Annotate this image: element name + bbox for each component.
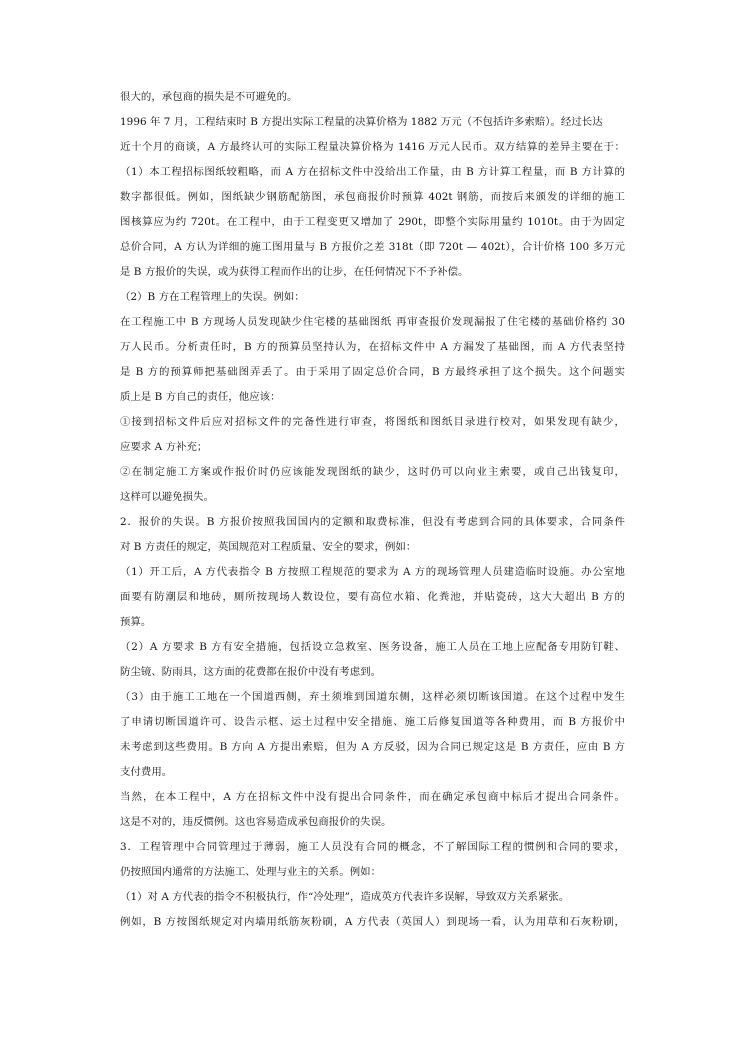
paragraph-line: 是 B 方的预算师把基础图弄丢了。由于采用了固定总价合同，B 方最终承担了这个损失。这个问题实 bbox=[120, 366, 625, 378]
paragraph-line: 这样可以避免损失。 bbox=[120, 491, 214, 503]
paragraph-line: 万人民币。分析责任时，B 方的预算员坚持认为，在招标文件中 A 方漏发了基础图，而 A 方代表坚持 bbox=[120, 341, 625, 353]
paragraph-line: （1）本工程招标图纸较粗略，而 A 方在招标文件中没给出工作量，由 B 方计算工程量，而 B 方计算的 bbox=[120, 166, 625, 178]
paragraph-line: 对 B 方责任的规定，英国规范对工程质量、安全的要求，例如： bbox=[120, 541, 417, 553]
paragraph-line: 3．工程管理中合同管理过于薄弱，施工人员没有合同的概念，不了解国际工程的惯例和合同的要求， bbox=[120, 841, 625, 853]
document-page bbox=[120, 90, 625, 930]
paragraph-line: ②在制定施工方案或作报价时仍应该能发现图纸的缺少，这时仍可以向业主索要，或自己出钱复印， bbox=[120, 466, 625, 478]
paragraph-line: 预算。 bbox=[120, 616, 152, 628]
paragraph-line: 是 B 方报价的失误，或为获得工程而作出的让步，在任何情况下不予补偿。 bbox=[120, 266, 469, 278]
paragraph-line: ①接到招标文件后应对招标文件的完备性进行审查，将图纸和图纸目录进行校对，如果发现有缺少， bbox=[120, 416, 625, 428]
paragraph-line: 这是不对的，违反惯例。这也容易造成承包商报价的失误。 bbox=[120, 816, 392, 828]
paragraph-line: 很大的，承包商的损失是不可避免的。 bbox=[120, 91, 298, 103]
paragraph-line: 近十个月的商谈，A 方最终认可的实际工程量决算价格为 1416 万元人民币。双方结算的差异主要在于： bbox=[120, 141, 625, 153]
paragraph-line: （1）开工后，A 方代表指令 B 方按照工程规范的要求为 A 方的现场管理人员建造临时设施。办公室地 bbox=[120, 566, 625, 578]
paragraph-line: （2）A 方要求 B 方有安全措施，包括设立急救室、医务设备，施工人员在工地上应配备专用防钉鞋、 bbox=[120, 641, 625, 653]
paragraph-line: 应要求 A 方补充； bbox=[120, 441, 208, 453]
paragraph-line: 1996 年 7 月，工程结束时 B 方提出实际工程量的决算价格为 1882 万元（不包括许多索赔）。经过长达 bbox=[120, 116, 603, 128]
paragraph-line: 2．报价的失误。B 方报价按照我国国内的定额和取费标准，但没有考虑到合同的具体要求，合同条件 bbox=[120, 516, 625, 528]
paragraph-line: 未考虑到这些费用。B 方向 A 方提出索赔，但为 A 方反驳，因为合同已规定这是 B 方责任，应由 B 方 bbox=[120, 741, 625, 753]
paragraph-line: 质上是 B 方自己的责任，他应该： bbox=[120, 391, 281, 403]
paragraph-line: 总价合同，A 方认为详细的施工图用量与 B 方报价之差 318t（即 720t — 402t），合计价格 100 多万元 bbox=[120, 241, 625, 253]
paragraph-line: （1）对 A 方代表的指令不积极执行，作“冷处理”，造成英方代表许多误解，导致双方关系紧张。 bbox=[120, 891, 570, 903]
paragraph-line: （2）B 方在工程管理上的失误。例如： bbox=[120, 291, 305, 303]
paragraph-line: 图核算应为约 720t。在工程中，由于工程变更又增加了 290t，即整个实际用量约 1010t。由于为固定 bbox=[120, 216, 625, 228]
paragraph-line: 在工程施工中 B 方现场人员发现缺少住宅楼的基础图纸 再审查报价发现漏报了住宅楼的基础价格约 30 bbox=[120, 316, 625, 328]
paragraph-line: 例如，B 方按图纸规定对内墙用纸筋灰粉刷，A 方代表（英国人）到现场一看，认为用草和石灰粉刷， bbox=[120, 916, 625, 928]
paragraph-line: 仍按照国内通常的方法施工、处理与业主的关系。例如： bbox=[120, 866, 382, 878]
paragraph-line: 面要有防潮层和地砖，厕所按现场人数设位，要有高位水箱、化粪池，并贴瓷砖，这大大超出 B 方的 bbox=[120, 591, 625, 603]
paragraph-line: 了申请切断国道许可、设告示框、运土过程中安全措施、施工后修复国道等各种费用，而 B 方报价中 bbox=[120, 716, 625, 728]
paragraph-line: 防尘镜、防雨具，这方面的花费都在报价中没有考虑到。 bbox=[120, 666, 382, 678]
paragraph-line: （3）由于施工工地在一个国道西侧，弃土须堆到国道东侧，这样必须切断该国道。在这个过程中发生 bbox=[120, 691, 625, 703]
paragraph-line: 当然，在本工程中，A 方在招标文件中没有提出合同条件，而在确定承包商中标后才提出合同条件。 bbox=[120, 791, 625, 803]
paragraph-line: 支付费用。 bbox=[120, 766, 173, 778]
paragraph-line: 数字都很低。例如，图纸缺少钢筋配筋图，承包商报价时预算 402t 钢筋，而按后来颁发的详细的施工 bbox=[120, 191, 625, 203]
